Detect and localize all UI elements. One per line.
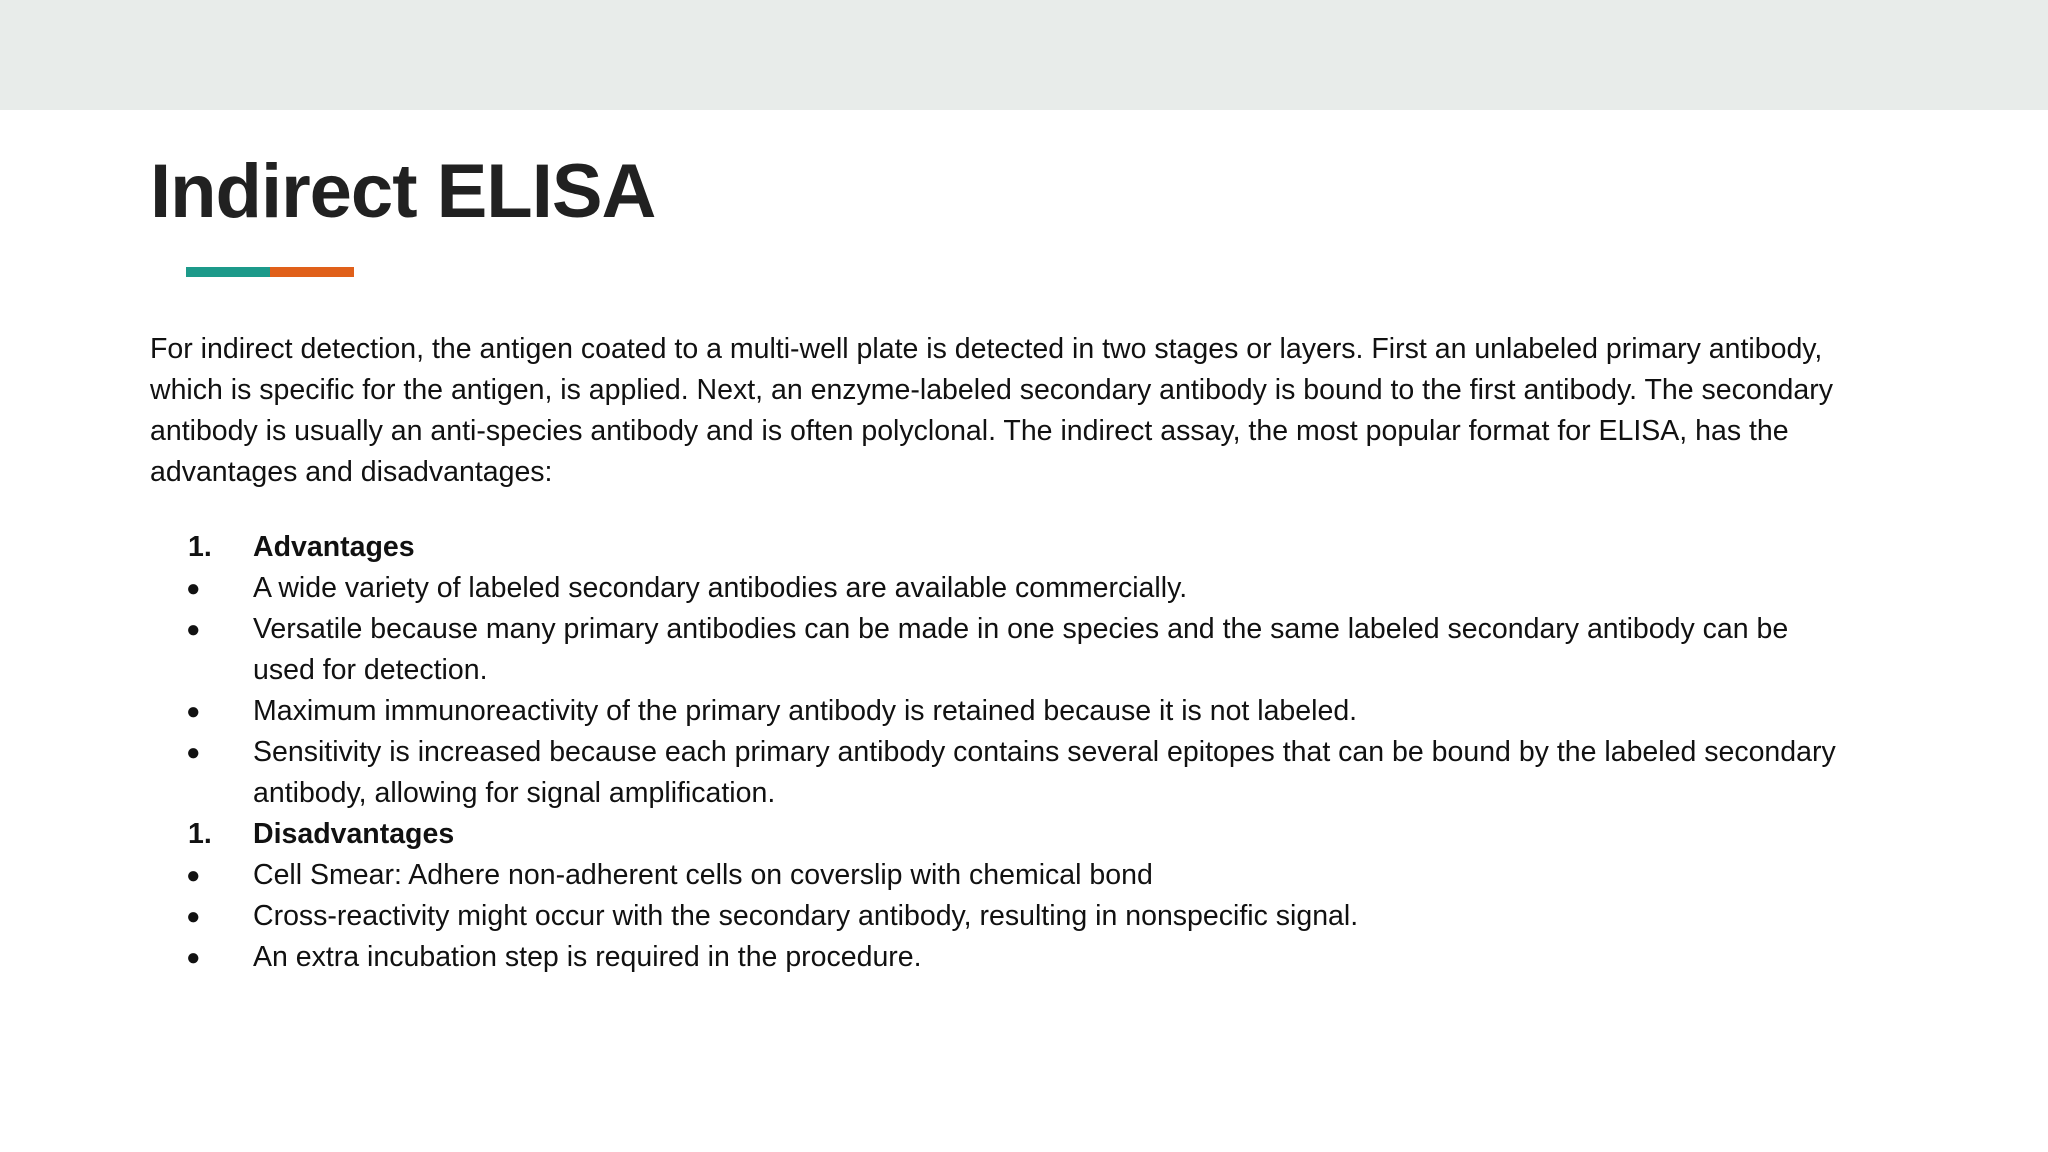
list-item bbox=[150, 568, 1850, 609]
list-item bbox=[150, 937, 1850, 978]
list-number: 1. bbox=[188, 818, 212, 850]
bullet-icon: ● bbox=[186, 698, 201, 725]
bullet-icon: ● bbox=[186, 616, 201, 643]
list-item bbox=[150, 732, 1850, 814]
list-item bbox=[150, 896, 1850, 937]
list-item bbox=[150, 855, 1850, 896]
intro-paragraph: For indirect detection, the antigen coated to a multi-well plate is detected in two stages or layers. First an unlabeled primary antibody, which is specific for the antigen, is applied. Next, an enzyme-labeled secondary antibody is bound to the first antibody. The secondary antibody is usually an anti-species antibody and is often polyclonal. The indirect assay, the most popular format for ELISA, has the advantages and disadvantages: bbox=[150, 333, 1833, 488]
advantages-heading-text: Advantages bbox=[253, 531, 415, 563]
top-band bbox=[0, 0, 2048, 110]
bullet-icon: ● bbox=[186, 739, 201, 766]
advantage-text: Sensitivity is increased because each primary antibody contains several epitopes that can be bound by the labeled secondary antibody, allowing for signal amplification. bbox=[253, 736, 1836, 809]
disadvantage-text: Cross-reactivity might occur with the secondary antibody, resulting in nonspecific signal. bbox=[253, 900, 1359, 932]
disadvantage-text: Cell Smear: Adhere non-adherent cells on coverslip with chemical bond bbox=[253, 859, 1153, 891]
list-item bbox=[150, 609, 1850, 691]
list-item bbox=[150, 691, 1850, 732]
disadvantage-text: An extra incubation step is required in the procedure. bbox=[253, 941, 922, 973]
title-accent-bar bbox=[186, 267, 354, 277]
advantages-heading bbox=[150, 527, 1850, 568]
advantage-text: A wide variety of labeled secondary antibodies are available commercially. bbox=[253, 572, 1188, 604]
accent-bar-teal bbox=[186, 267, 270, 277]
bullet-icon: ● bbox=[186, 575, 201, 602]
list-number: 1. bbox=[188, 531, 212, 563]
bullet-icon: ● bbox=[186, 903, 201, 930]
slide-title: Indirect ELISA bbox=[150, 149, 656, 234]
bullet-icon: ● bbox=[186, 944, 201, 971]
pros-cons-list bbox=[150, 527, 1850, 978]
disadvantages-heading-text: Disadvantages bbox=[253, 818, 455, 850]
disadvantages-heading bbox=[150, 814, 1850, 855]
advantage-text: Versatile because many primary antibodies can be made in one species and the same labeled secondary antibody can be used for detection. bbox=[253, 613, 1789, 686]
accent-bar-orange bbox=[270, 267, 354, 277]
advantage-text: Maximum immunoreactivity of the primary antibody is retained because it is not labeled. bbox=[253, 695, 1358, 727]
bullet-icon: ● bbox=[186, 862, 201, 889]
